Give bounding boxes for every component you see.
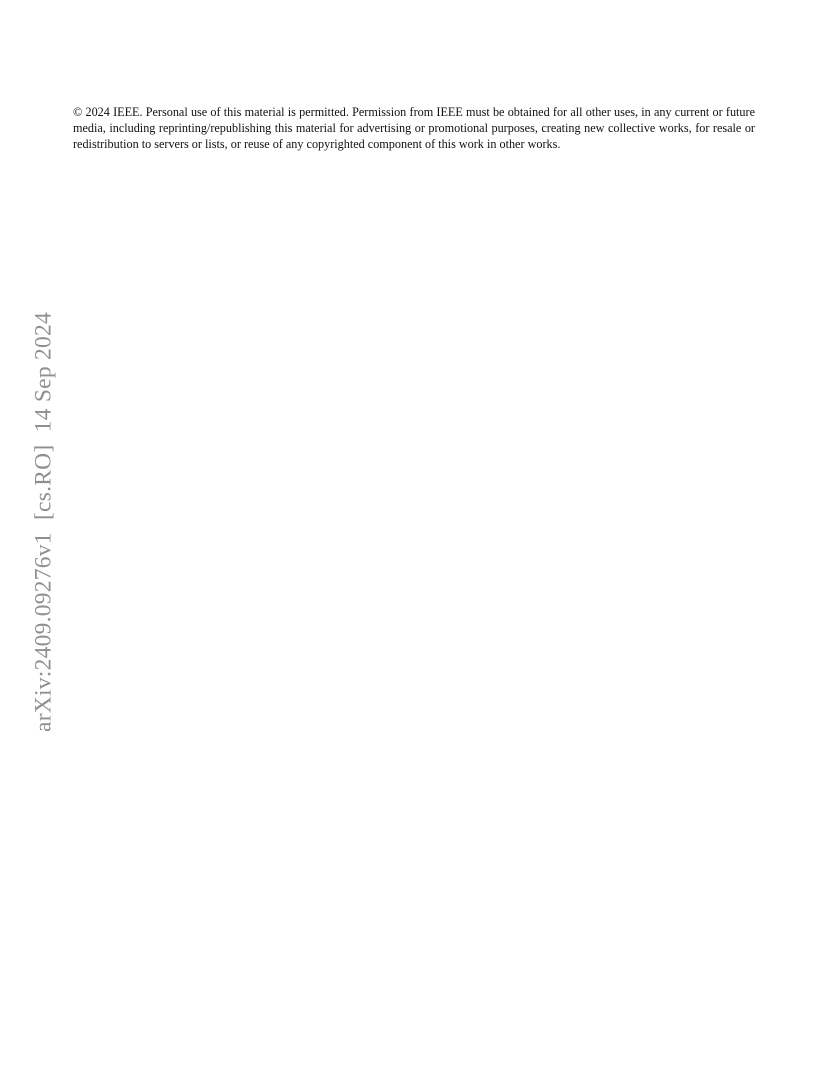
arxiv-identifier-stamp: arXiv:2409.09276v1 [cs.RO] 14 Sep 2024 bbox=[30, 312, 57, 732]
ieee-copyright-notice: © 2024 IEEE. Personal use of this material is permitted. Permission from IEEE must be obtained for all other uses, in any current or future media, including reprinting/republishing this material for advertising or promotional purposes, creating new collective works, for resale or redistribution to servers or lists, or reuse of any copyrighted component of this work in other works. bbox=[73, 105, 755, 152]
